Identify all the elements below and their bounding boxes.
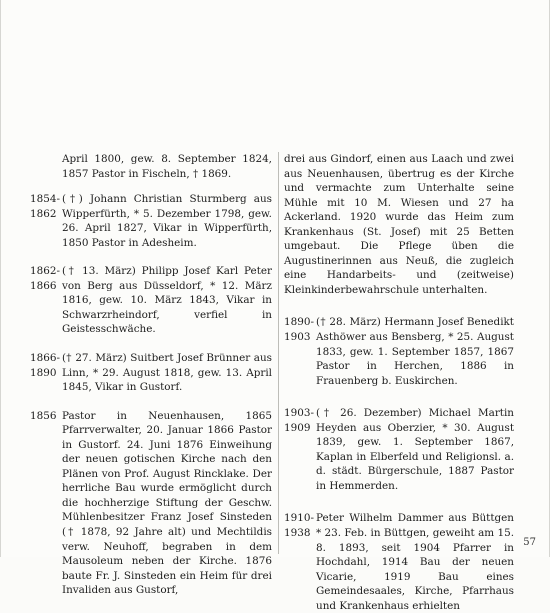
entry-1866 <box>30 351 272 395</box>
entry-text: († 26. Dezember) Michael Martin Heyden aus Oberzier, * 30. August 1839, gew. 1. September 1867, Kaplan in Elberfeld und Religionsl. a. d. städt. Bürgerschule, 1887 Pastor in Hemmerden. <box>316 407 514 492</box>
entry-years: 1862- 1866 <box>30 265 60 292</box>
entry-years: 1866- 1890 <box>30 352 60 379</box>
entry-text: († 13. März) Philipp Josef Karl Peter von Berg aus Düsseldorf, * 12. März 1816, gew. 10. März 1843, Vikar in Schwarzrheindorf, verfiel in Geistesschwäche. <box>62 265 272 336</box>
entry-years: 1903- 1909 <box>284 407 314 434</box>
entry-years: 1890- 1903 <box>284 316 314 344</box>
entry-text: Pastor in Neuenhausen, 1865 Pfarrverwalter, 20. Januar 1866 Pastor in Gustorf. 24. Juni 1876 Einweihung der neuen gotischen Kirche nach den Plänen von Prof. August Rincklake. Der herrliche Bau wurde ermöglicht durch die hochherzige Stiftung der Geschw. Mühlenbesitzer Franz Josef Sinsteden († 1878, 92 Jahre alt) und Mechtildis verw. Neuhoff, begraben in dem Mausoleum neben der Kirche. 1876 baute Fr. J. Sinsteden ein Heim für drei Invaliden aus Gustorf, <box>62 409 272 597</box>
entry-text: Peter Wilhelm Dammer aus Büttgen * 23. Feb. in Büttgen, geweiht am 15. 8. 1893, seit 1904 Pfarrer in Hochdahl, 1914 Bau der neuen Vicarie, 1919 Bau eines Gemeindesaales, Kirche, Pfarrhaus und Krankenhaus erhielten <box>316 512 514 612</box>
continuation-paragraph: April 1800, gew. 8. September 1824, 1857 Pastor in Fischeln, † 1869. <box>62 153 272 180</box>
entry-years: 1854- 1862 <box>30 193 60 220</box>
entry-years: 1910- 1938 <box>284 512 314 540</box>
entry-1856 <box>30 409 272 598</box>
entry-1903 <box>284 406 514 493</box>
entry-1862 <box>30 264 272 337</box>
entry-1890 <box>284 315 514 388</box>
page-number: 57 <box>523 537 536 548</box>
entry-text: (†) Johann Christian Sturmberg aus Wipperfürth, * 5. Dezember 1798, gew. 26. April 1827, Vikar in Wipperfürth, 1850 Pastor in Adesheim. <box>62 193 272 249</box>
entry-1910 <box>284 511 514 613</box>
left-column <box>30 152 272 598</box>
entry-text: († 27. März) Suitbert Josef Brünner aus Linn, * 29. August 1818, gew. 13. April 1845, Vikar in Gustorf. <box>62 352 272 394</box>
column-divider <box>278 152 279 554</box>
entry-text: († 28. März) Hermann Josef Benedikt Asthöwer aus Bensberg, * 25. August 1833, gew. 1. September 1857, 1867 Pastor in Herchen, 1886 in Frauenberg b. Euskirchen. <box>316 316 514 387</box>
entry-years: 1856 <box>30 409 57 422</box>
right-column <box>284 152 514 613</box>
continuation-paragraph: drei aus Gindorf, einen aus Laach und zwei aus Neuenhausen, übertrug es der Kirche und vermachte zum Unterhalte seine Mühle mit 10 M. Wiesen und 27 ha Ackerland. 1920 wurde das Heim zum Krankenhaus (St. Josef) mit 25 Betten umgebaut. Die Pflege üben die Augustinerinnen aus Neuß, die zugleich eine Handarbeits- und (zeitweise) Kleinkinderbewahrschule unterhalten. <box>284 153 514 296</box>
entry-1854 <box>30 192 272 250</box>
